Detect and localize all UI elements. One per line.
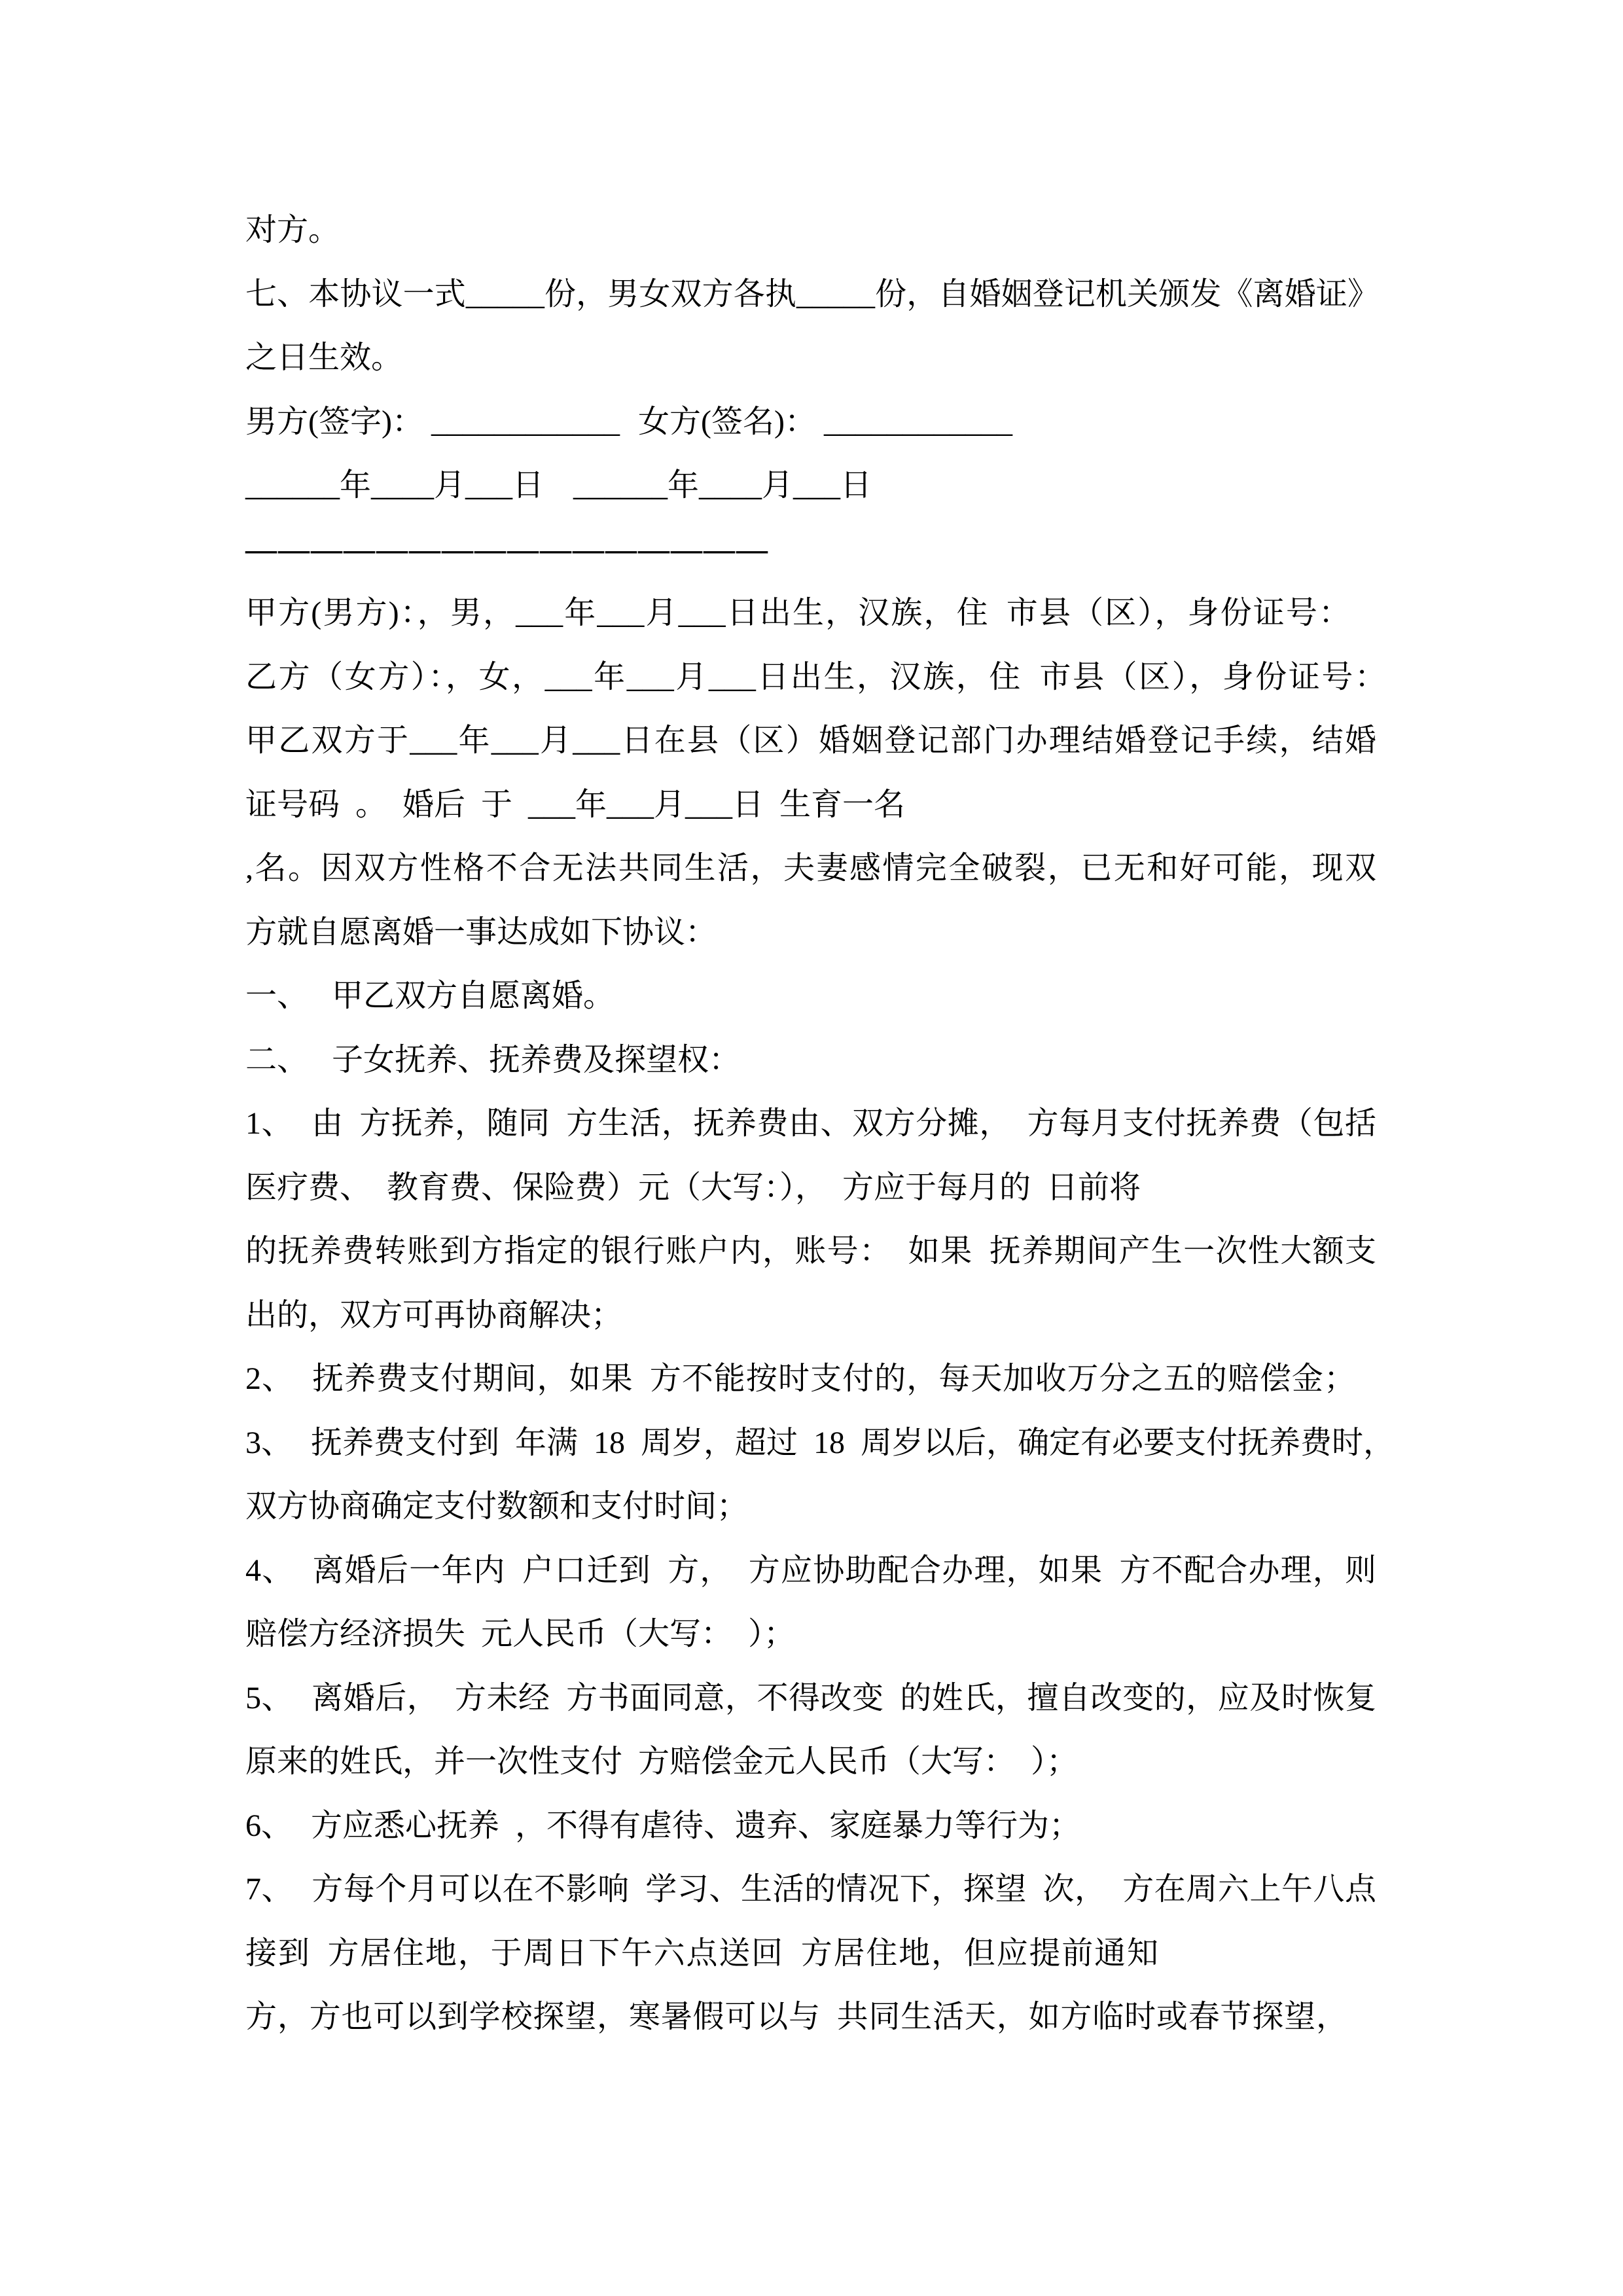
divorce-reason-line: ,名。因双方性格不合无法共同生活，夫妻感情完全破裂，已无和好可能，现双 <box>245 851 1376 886</box>
female-signature-label: 女方(签名)： <box>637 404 816 439</box>
female-signature-date: ______年____月___日 <box>573 468 872 503</box>
signature-row <box>245 390 1397 454</box>
article-number: 一、 <box>245 978 309 1013</box>
item-text: 抚养费支付期间，如果 方不能按时支付的，每天加收万分之五的赔偿金； <box>312 1361 1355 1396</box>
item-3-payment-period <box>245 1411 1395 1475</box>
item-text: 离婚后一年内 户口迁到 方， 方应协助配合办理，如果 方不配合办理，则 <box>312 1552 1376 1588</box>
item-1-custody <box>245 1092 1376 1156</box>
item-text: 离婚后， 方未经 方书面同意，不得改变 的姓氏，擅自改变的，应及时恢复 <box>312 1680 1376 1715</box>
item-text: 抚养费支付到 年满 18 周岁，超过 18 周岁以后，确定有必要支付抚养费时， <box>311 1425 1395 1460</box>
marriage-registration-line: 甲乙双方于___年___月___日在县（区）婚姻登记部门办理结婚登记手续，结婚 <box>245 723 1376 758</box>
article-number: 二、 <box>245 1042 309 1077</box>
item-5-continuation: 原来的姓氏，并一次性支付 方赔偿金元人民币（大写： ）； <box>245 1744 1079 1779</box>
item-4-household-registration <box>245 1539 1376 1603</box>
item-number: 4、 <box>245 1552 294 1588</box>
document-body <box>245 198 1397 2049</box>
item-number: 2、 <box>245 1361 294 1396</box>
marriage-certificate-line: 证号码 。 婚后 于 ___年___月___日 生育一名 <box>245 787 906 822</box>
item-number: 3、 <box>245 1425 293 1460</box>
signature-date-row <box>245 454 1397 518</box>
clause-7-carryover: 对方。 <box>245 213 340 247</box>
item-number: 6、 <box>245 1808 293 1843</box>
item-7-continuation: 方，方也可以到学校探望，寒暑假可以与 共同生活天，如方临时或春节探望， <box>245 2000 1347 2034</box>
clause-7-effective: 之日生效。 <box>245 340 403 375</box>
item-6-care <box>245 1794 1397 1858</box>
item-2-late-payment <box>245 1347 1355 1411</box>
party-a-info: 甲方(男方)：，男，___年___月___日出生，汉族，住 市县（区），身份证号： <box>245 596 1350 630</box>
item-4-continuation: 赔偿方经济损失 元人民币（大写： ）； <box>245 1617 796 1651</box>
clause-7-copies: 七、本协议一式_____份，男女双方各执_____份，自婚姻登记机关颁发《离婚证》 <box>245 276 1379 312</box>
male-signature-blank: ____________ <box>431 404 620 439</box>
item-7-visitation <box>245 1857 1376 1922</box>
item-text: 由 方抚养，随同 方生活，抚养费由、双方分摊， 方每月支付抚养费（包括 <box>312 1106 1376 1141</box>
article-2 <box>245 1028 1397 1092</box>
item-1-continuation: 出的，双方可再协商解决； <box>245 1297 623 1333</box>
section-divider: ———————————————— <box>245 531 769 567</box>
male-signature-date: ______年____月___日 <box>245 468 544 503</box>
item-1-continuation: 的抚养费转账到方指定的银行账户内，账号： 如果 抚养期间产生一次性大额支 <box>245 1234 1376 1268</box>
article-text: 子女抚养、抚养费及探望权： <box>332 1042 741 1077</box>
item-3-continuation: 双方协商确定支付数额和支付时间； <box>245 1489 749 1524</box>
item-text: 方应悉心抚养 ，不得有虐待、遗弃、家庭暴力等行为； <box>311 1808 1081 1843</box>
party-b-info: 乙方（女方）：，女，___年___月___日出生，汉族，住 市县（区），身份证号： <box>245 659 1386 694</box>
agreement-intro-line: 方就自愿离婚一事达成如下协议： <box>245 914 717 950</box>
article-1 <box>245 964 1397 1028</box>
item-number: 1、 <box>245 1106 294 1141</box>
female-signature-blank: ____________ <box>823 404 1012 439</box>
item-number: 5、 <box>245 1680 294 1715</box>
item-5-surname <box>245 1666 1376 1731</box>
item-text: 方每个月可以在不影响 学习、生活的情况下，探望 次， 方在周六上午八点 <box>312 1872 1376 1907</box>
item-1-continuation: 医疗费、 教育费、保险费）元（大写：）， 方应于每月的 日前将 <box>245 1170 1141 1205</box>
article-text: 甲乙双方自愿离婚。 <box>332 978 615 1013</box>
male-signature-label: 男方(签字)： <box>245 404 423 439</box>
item-7-continuation: 接到 方居住地，于周日下午六点送回 方居住地，但应提前通知 <box>245 1935 1158 1971</box>
item-number: 7、 <box>245 1872 294 1907</box>
